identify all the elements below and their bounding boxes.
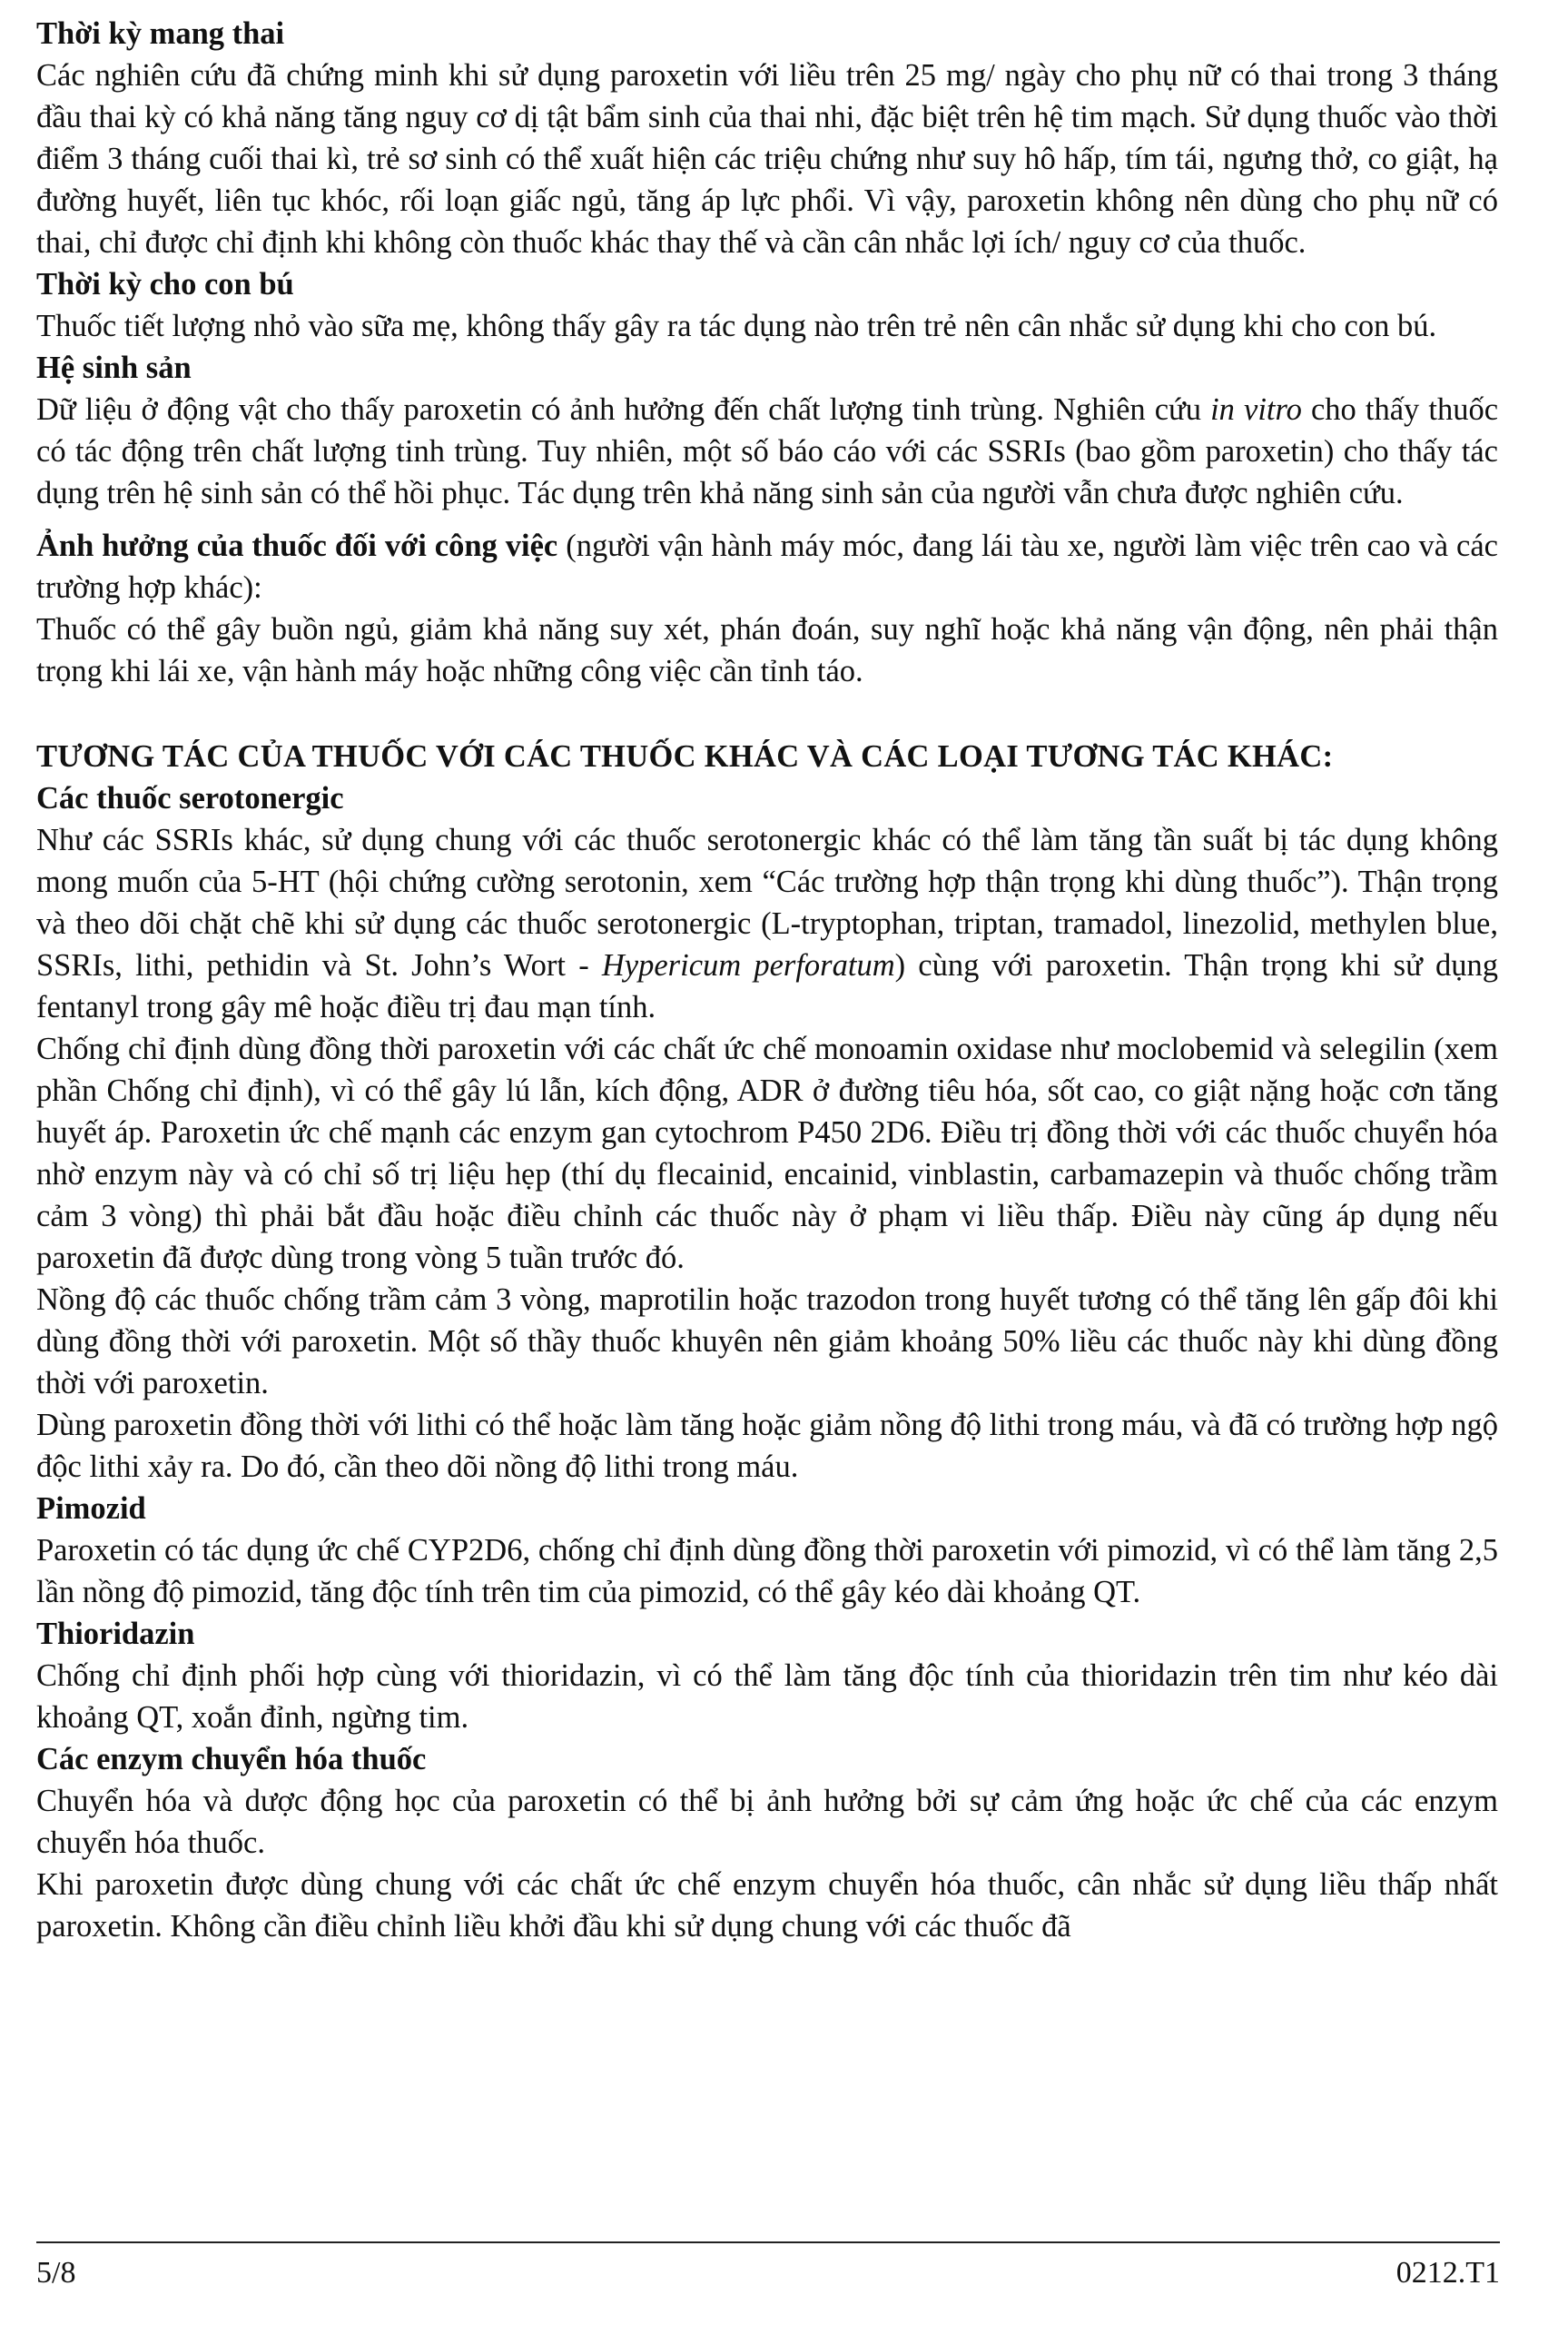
thioridazin-heading: Thioridazin <box>36 1617 195 1651</box>
pregnancy-heading: Thời kỳ mang thai <box>36 16 285 51</box>
work-paragraph: Thuốc có thể gây buồn ngủ, giảm khả năng suy xét, phán đoán, suy nghĩ hoặc khả năng vận động, nên phải thận trọng khi lái xe, vận hành máy hoặc những công việc cần tỉnh táo. <box>36 612 1498 688</box>
thioridazin-paragraph: Chống chỉ định phối hợp cùng với thioridazin, vì có thể làm tăng độc tính của thioridazin trên tim như kéo dài khoảng QT, xoắn đỉnh, ngừng tim. <box>36 1658 1498 1735</box>
work-heading: Ảnh hưởng của thuốc đối với công việc <box>36 529 558 563</box>
document-code: 0212.T1 <box>1395 2256 1500 2290</box>
interactions-title: TƯƠNG TÁC CỦA THUỐC VỚI CÁC THUỐC KHÁC VÀ CÁC LOẠI TƯƠNG TÁC KHÁC: <box>36 739 1334 774</box>
serotonergic-italic-term: Hypericum perforatum <box>601 948 895 983</box>
serotonergic-text-1b: ) cùng với paroxetin. Thận trọng khi sử dụng fentanyl trong gây mê hoặc điều trị đau mạn tính. <box>36 948 1498 1024</box>
reproductive-paragraph <box>36 389 1498 514</box>
enzymes-paragraph-2: Khi paroxetin được dùng chung với các chất ức chế enzym chuyển hóa thuốc, cân nhắc sử dụng liều thấp nhất paroxetin. Không cần điều chỉnh liều khởi đầu khi sử dụng chung với các thuốc đã <box>36 1867 1498 1944</box>
serotonergic-text-1a: Như các SSRIs khác, sử dụng chung với các thuốc serotonergic khác có thể làm tăng tần suất bị tác dụng không mong muốn của 5-HT (hội chứng cường serotonin, xem “Các trường hợp thận trọng khi dùng thuốc”). Thận trọng và theo dõi chặt chẽ khi sử dụng các thuốc serotonergic (L-tryptophan, triptan, tramadol, linezolid, methylen blue, SSRIs, lithi, pethidin và St. John’s Wort - <box>36 823 1498 983</box>
breastfeeding-heading: Thời kỳ cho con bú <box>36 267 294 302</box>
reproductive-text-2: cho thấy thuốc có tác động trên chất lượng tinh trùng. Tuy nhiên, một số báo cáo với các SSRIs (bao gồm paroxetin) cho thấy tác dụng trên hệ sinh sản có thể hồi phục. Tác dụng trên khả năng sinh sản của người vẫn chưa được nghiên cứu. <box>36 392 1499 510</box>
reproductive-heading: Hệ sinh sản <box>36 351 192 385</box>
pimozid-paragraph: Paroxetin có tác dụng ức chế CYP2D6, chống chỉ định dùng đồng thời paroxetin với pimozid, vì có thể làm tăng 2,5 lần nồng độ pimozid, tăng độc tính trên tim của pimozid, có thể gây kéo dài khoảng QT. <box>36 1533 1498 1609</box>
pimozid-heading: Pimozid <box>36 1491 146 1526</box>
enzymes-paragraph-1: Chuyển hóa và dược động học của paroxetin có thể bị ảnh hưởng bởi sự cảm ứng hoặc ức chế của các enzym chuyển hóa thuốc. <box>36 1784 1498 1860</box>
document-page <box>36 13 1498 1947</box>
serotonergic-heading: Các thuốc serotonergic <box>36 781 344 816</box>
pregnancy-paragraph: Các nghiên cứu đã chứng minh khi sử dụng paroxetin với liều trên 25 mg/ ngày cho phụ nữ có thai trong 3 tháng đầu thai kỳ có khả năng tăng nguy cơ dị tật bẩm sinh của thai nhi, đặc biệt trên hệ tim mạch. Sử dụng thuốc vào thời điểm 3 tháng cuối thai kì, trẻ sơ sinh có thể xuất hiện các triệu chứng như suy hô hấp, tím tái, ngưng thở, co giật, hạ đường huyết, liên tục khóc, rối loạn giấc ngủ, tăng áp lực phổi. Vì vậy, paroxetin không nên dùng cho phụ nữ có thai, chỉ được chỉ định khi không còn thuốc khác thay thế và cần cân nhắc lợi ích/ nguy cơ của thuốc. <box>36 58 1498 260</box>
serotonergic-paragraph-1 <box>36 819 1498 1028</box>
footer-divider <box>36 2241 1500 2243</box>
serotonergic-paragraph-4: Dùng paroxetin đồng thời với lithi có thể hoặc làm tăng hoặc giảm nồng độ lithi trong máu, và đã có trường hợp ngộ độc lithi xảy ra. Do đó, cần theo dõi nồng độ lithi trong máu. <box>36 1408 1498 1484</box>
breastfeeding-paragraph: Thuốc tiết lượng nhỏ vào sữa mẹ, không thấy gây ra tác dụng nào trên trẻ nên cân nhắc sử dụng khi cho con bú. <box>36 309 1437 343</box>
serotonergic-paragraph-3: Nồng độ các thuốc chống trầm cảm 3 vòng, maprotilin hoặc trazodon trong huyết tương có thể tăng lên gấp đôi khi dùng đồng thời với paroxetin. Một số thầy thuốc khuyên nên giảm khoảng 50% liều các thuốc này khi dùng đồng thời với paroxetin. <box>36 1282 1498 1400</box>
serotonergic-paragraph-2: Chống chỉ định dùng đồng thời paroxetin với các chất ức chế monoamin oxidase như moclobemid và selegilin (xem phần Chống chỉ định), vì có thể gây lú lẫn, kích động, ADR ở đường tiêu hóa, sốt cao, co giật nặng hoặc cơn tăng huyết áp. Paroxetin ức chế mạnh các enzym gan cytochrom P450 2D6. Điều trị đồng thời với các thuốc chuyển hóa nhờ enzym này và có chỉ số trị liệu hẹp (thí dụ flecainid, encainid, vinblastin, carbamazepin và thuốc chống trầm cảm 3 vòng) thì phải bắt đầu hoặc điều chỉnh các thuốc này ở phạm vi liều thấp. Điều này cũng áp dụng nếu paroxetin đã được dùng trong vòng 5 tuần trước đó. <box>36 1032 1498 1275</box>
enzymes-heading: Các enzym chuyển hóa thuốc <box>36 1742 427 1776</box>
page-number: 5/8 <box>36 2256 76 2290</box>
work-heading-line <box>36 525 1498 608</box>
reproductive-text-1: Dữ liệu ở động vật cho thấy paroxetin có ảnh hưởng đến chất lượng tinh trùng. Nghiên cứu <box>36 392 1211 427</box>
reproductive-italic-term: in vitro <box>1210 392 1302 427</box>
work-heading-suffix: (người vận hành máy móc, đang lái tàu xe, người làm việc trên cao và các trường hợp khác): <box>36 529 1498 605</box>
